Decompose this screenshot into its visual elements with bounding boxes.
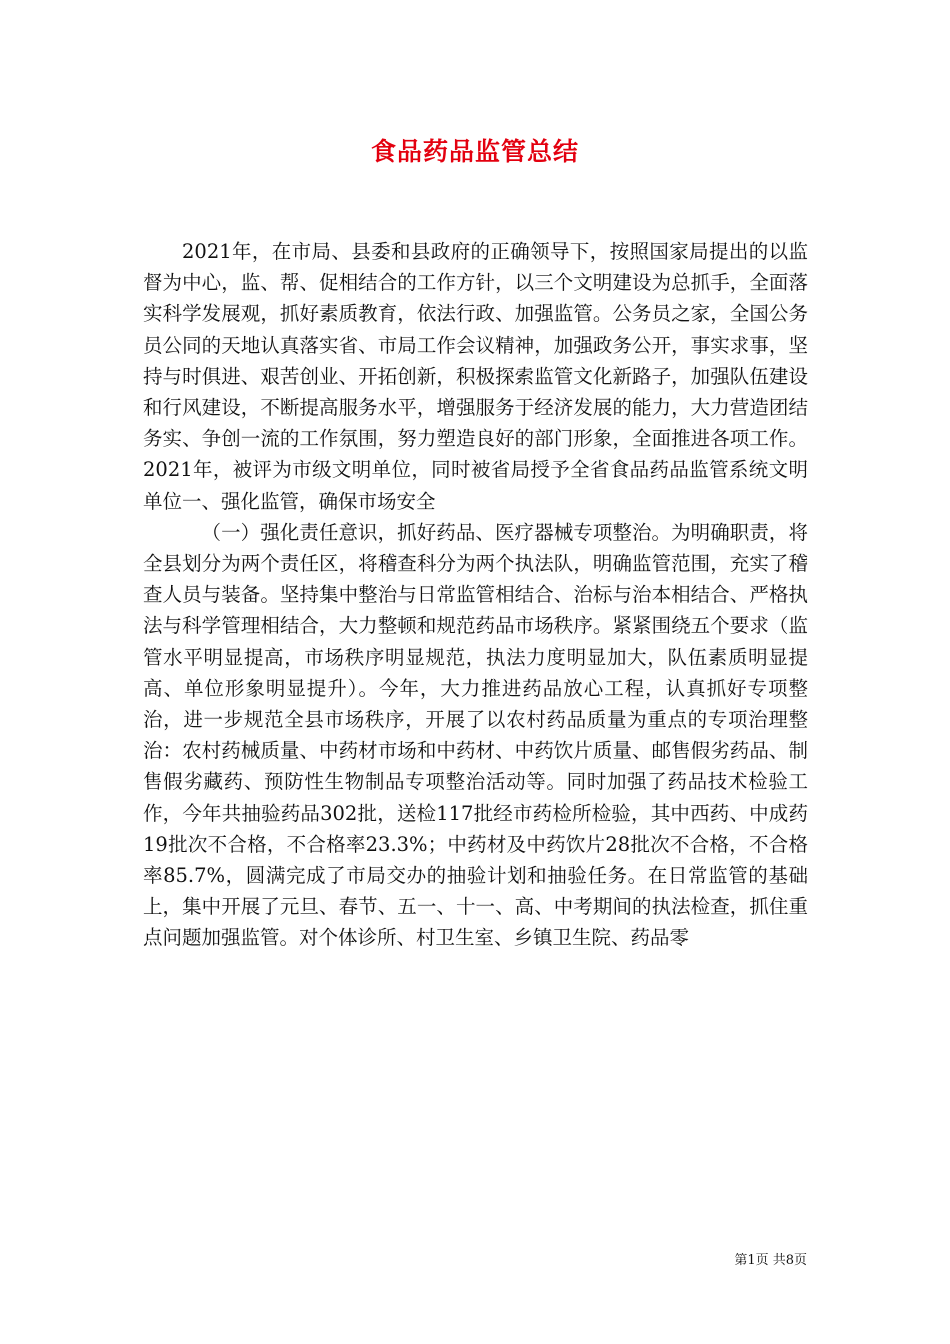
paragraph-2: （一）强化责任意识，抓好药品、医疗器械专项整治。为明确职责，将全县划分为两个责任区，将稽查科分为两个执法队，明确监管范围，充实了稽查人员与装备。坚持集中整治与日常监管相结合、治标与治本相结合、严格执法与科学管理相结合，大力整顿和规范药品市场秩序。紧紧围绕五个要求（监管水平明显提高，市场秩序明显规范，执法力度明显加大，队伍素质明显提高、单位形象明显提升）。今年，大力推进药品放心工程，认真抓好专项整治，进一步规范全县市场秩序，开展了以农村药品质量为重点的专项治理整治：农村药械质量、中药材市场和中药材、中药饮片质量、邮售假劣药品、制售假劣藏药、预防性生物制品专项整治活动等。同时加强了药品技术检验工作，今年共抽验药品302批，送检117批经市药检所检验，其中西药、中成药19批次不合格，不合格率23.3%；中药材及中药饮片28批次不合格，不合格率85.7%，圆满完成了市局交办的抽验计划和抽验任务。在日常监管的基础上，集中开展了元旦、春节、五一、十一、高、中考期间的执法检查，抓住重点问题加强监管。对个体诊所、村卫生室、乡镇卫生院、药品零 [143,520,808,950]
page-number: 第1页 共8页 [734,1253,807,1268]
document-title: 食品药品监管总结 [370,137,579,166]
document-body [143,236,808,954]
paragraph-1: 2021年，在市局、县委和县政府的正确领导下，按照国家局提出的以监督为中心，监、帮、促相结合的工作方针，以三个文明建设为总抓手，全面落实科学发展观，抓好素质教育，依法行政、加强监管。公务员之家，全国公务员公同的天地认真落实省、市局工作会议精神，加强政务公开，事实求事，坚持与时俱进、艰苦创业、开拓创新，积极探索监管文化新路子，加强队伍建设和行风建设，不断提高服务水平，增强服务于经济发展的能力，大力营造团结务实、争创一流的工作氛围，努力塑造良好的部门形象，全面推进各项工作。2021年，被评为市级文明单位，同时被省局授予全省食品药品监管系统文明单位一、强化监管，确保市场安全 [143,240,808,513]
